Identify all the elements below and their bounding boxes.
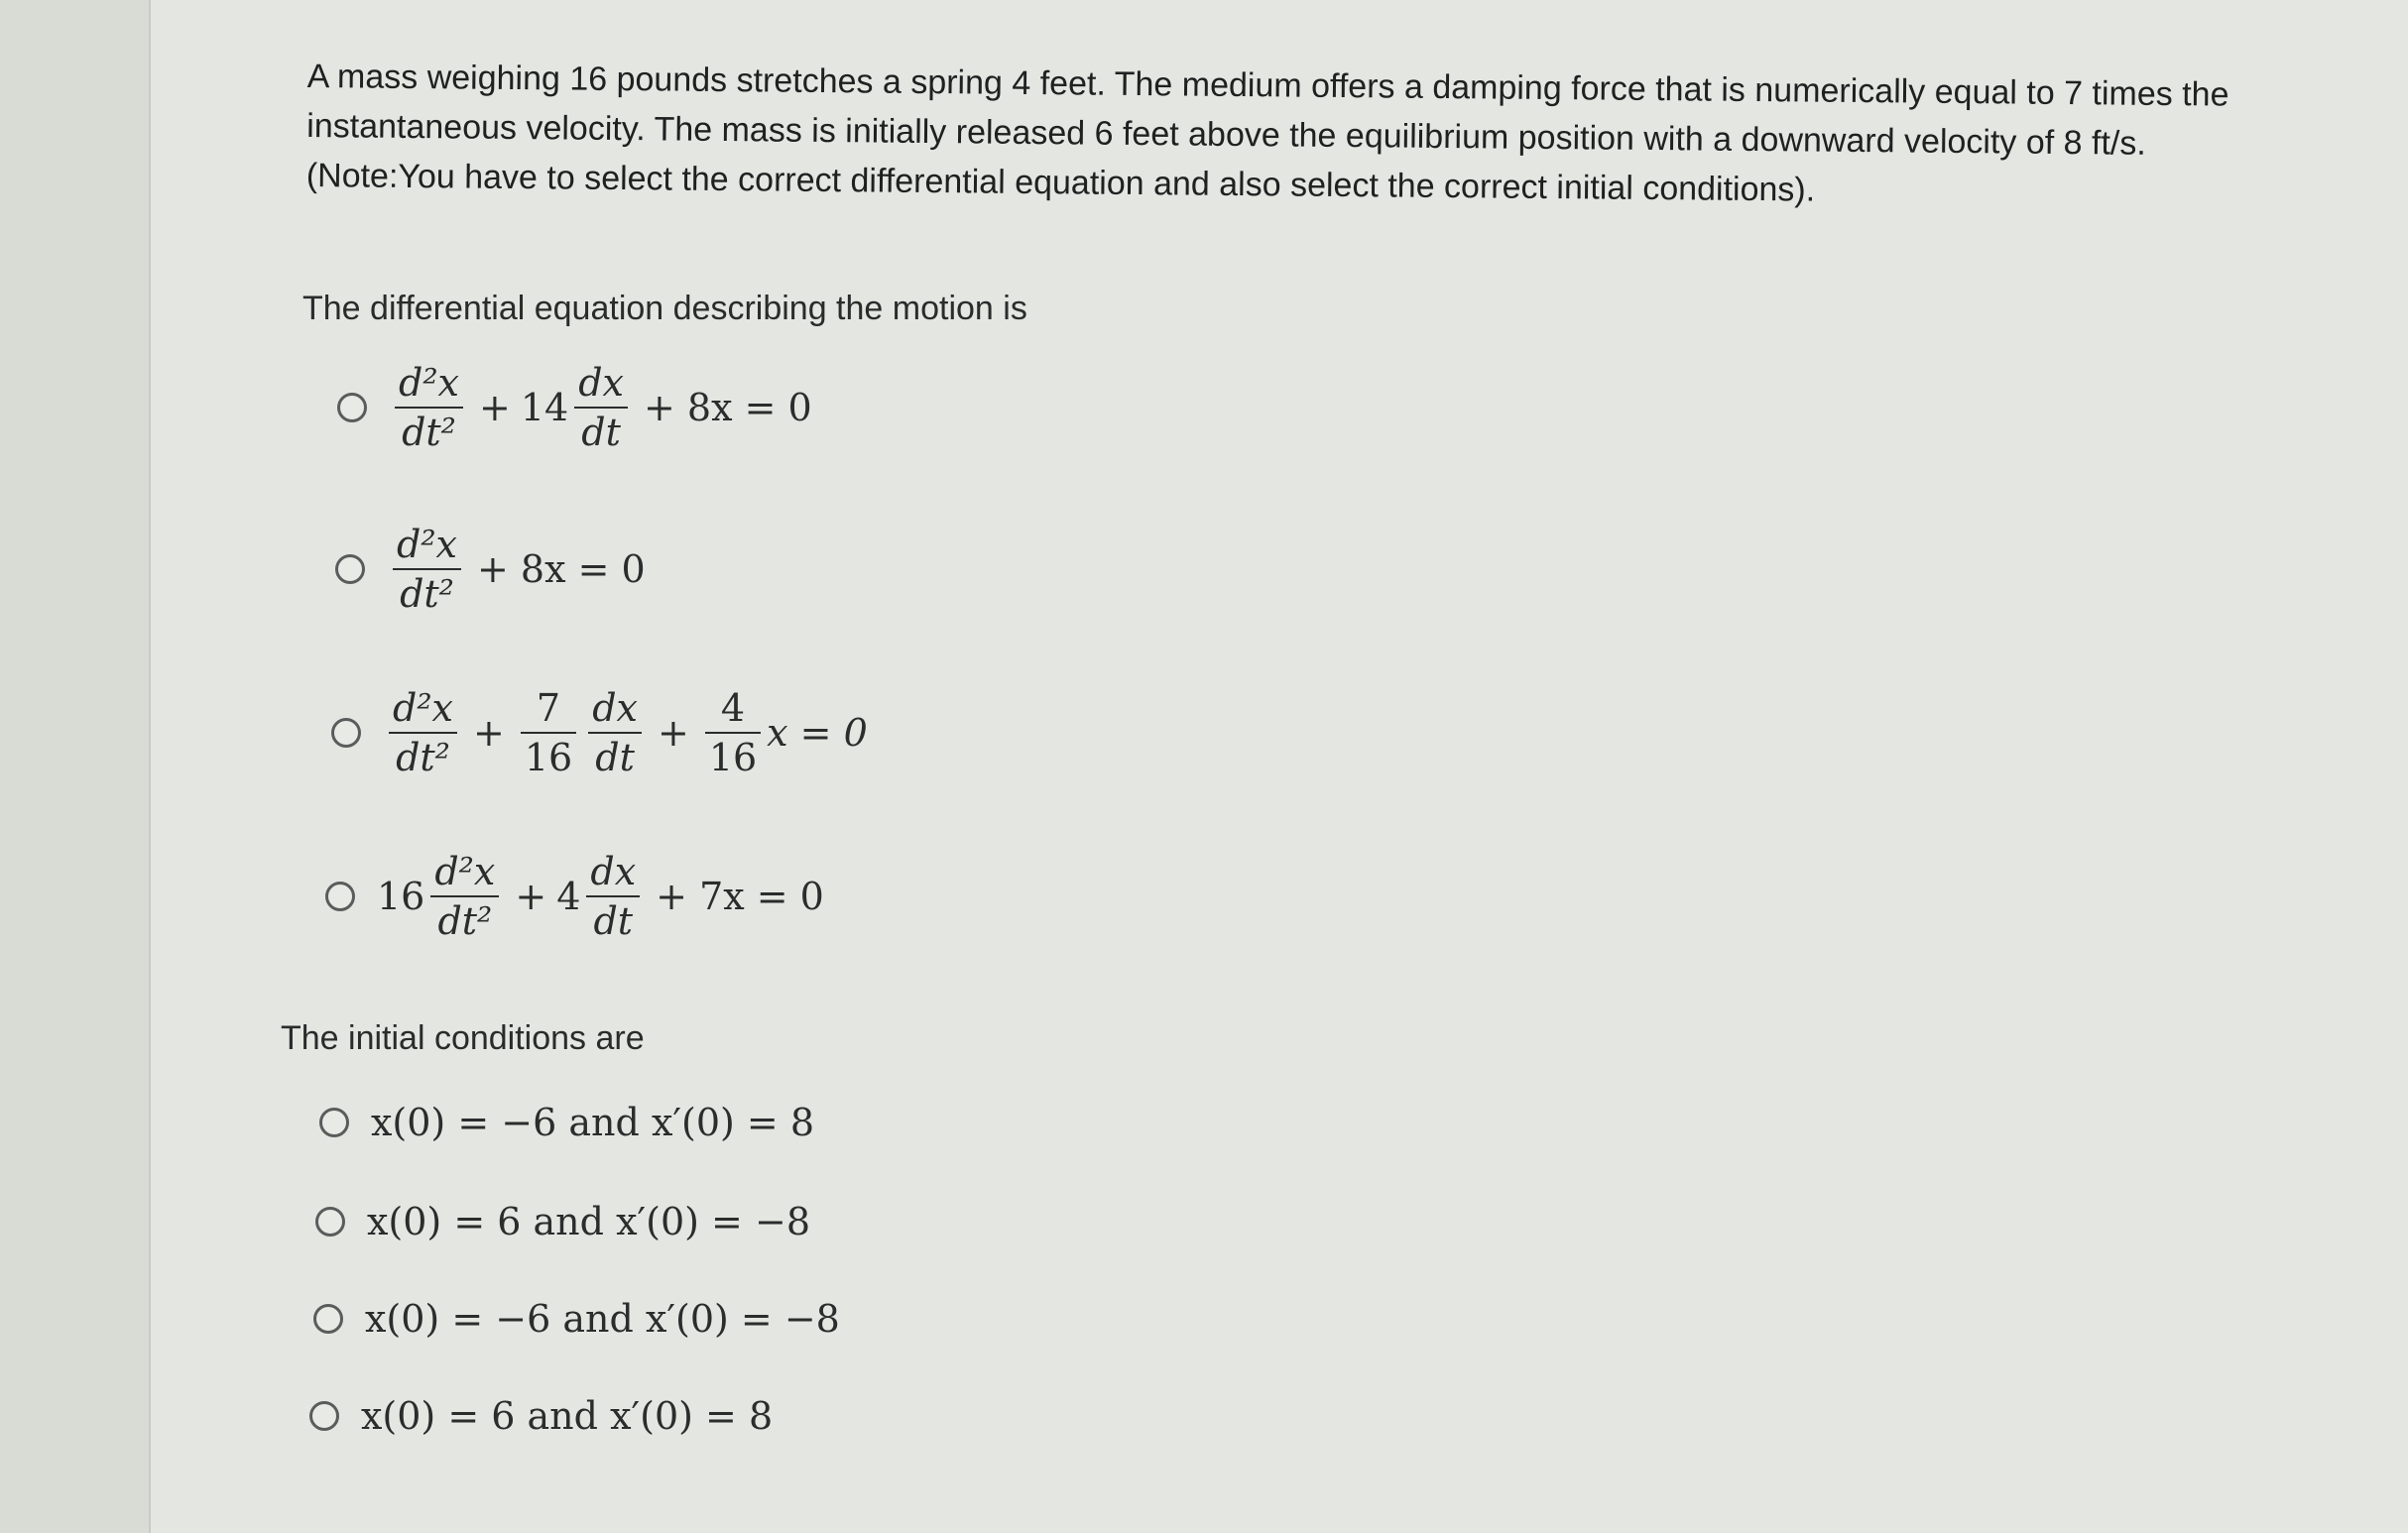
radio-button[interactable] bbox=[331, 718, 361, 748]
ic-section-label: The initial conditions are bbox=[281, 1019, 645, 1057]
de-option-3[interactable] bbox=[331, 684, 868, 781]
left-margin bbox=[0, 0, 151, 1533]
ic-option-4[interactable]: x(0) = 6 and x′(0) = 8 bbox=[309, 1394, 773, 1438]
de-option-2[interactable] bbox=[335, 521, 656, 618]
de-option-4-equation: 16 $\frac{\text{d²x}}{\text{dt²}}$ + 4 $\frac{dx}{dt}$ + 7x = 0 bbox=[377, 850, 824, 943]
radio-button[interactable] bbox=[315, 1207, 345, 1237]
de-section-label: The differential equation describing the motion is bbox=[302, 290, 1027, 327]
radio-button[interactable] bbox=[319, 1108, 349, 1137]
radio-button[interactable] bbox=[337, 393, 367, 422]
de-option-1[interactable] bbox=[337, 359, 822, 456]
ic-option-1[interactable]: x(0) = −6 and x′(0) = 8 bbox=[319, 1101, 814, 1144]
question-line-3: (Note:You have to select the correct differential equation and also select the correct initial conditions). bbox=[305, 156, 1816, 209]
de-option-4[interactable] bbox=[325, 848, 834, 945]
ic-option-2[interactable]: x(0) = 6 and x′(0) = −8 bbox=[315, 1200, 810, 1243]
de-option-1-equation: $\frac{\text{d²x}}{\text{dt²}}$ + 14 $\frac{dx}{dt}$ + 8x = 0 bbox=[389, 359, 822, 456]
question-line-1: A mass weighing 16 pounds stretches a spring 4 feet. The medium offers a damping force that is numerically equal to 7 times the bbox=[306, 57, 2229, 114]
de-option-2-equation: $\frac{\text{d²x}}{\text{dt²}}$ + 8x = 0 bbox=[387, 521, 656, 618]
radio-button[interactable] bbox=[335, 554, 365, 584]
radio-button[interactable] bbox=[309, 1401, 339, 1431]
question-text bbox=[306, 52, 2271, 219]
radio-button[interactable] bbox=[325, 882, 355, 911]
de-option-3-equation: $\frac{\text{d²x}}{\text{dt²}}$ + $\frac{7}{16}$ $\frac{dx}{dt}$ + $\frac{4}{16}$ x = 0 bbox=[383, 684, 868, 781]
question-line-2: instantaneous velocity. The mass is initially released 6 feet above the equilibrium position with a downward velocity of 8 ft/s. bbox=[306, 106, 2146, 163]
ic-option-3[interactable]: x(0) = −6 and x′(0) = −8 bbox=[313, 1297, 840, 1341]
radio-button[interactable] bbox=[313, 1304, 343, 1334]
